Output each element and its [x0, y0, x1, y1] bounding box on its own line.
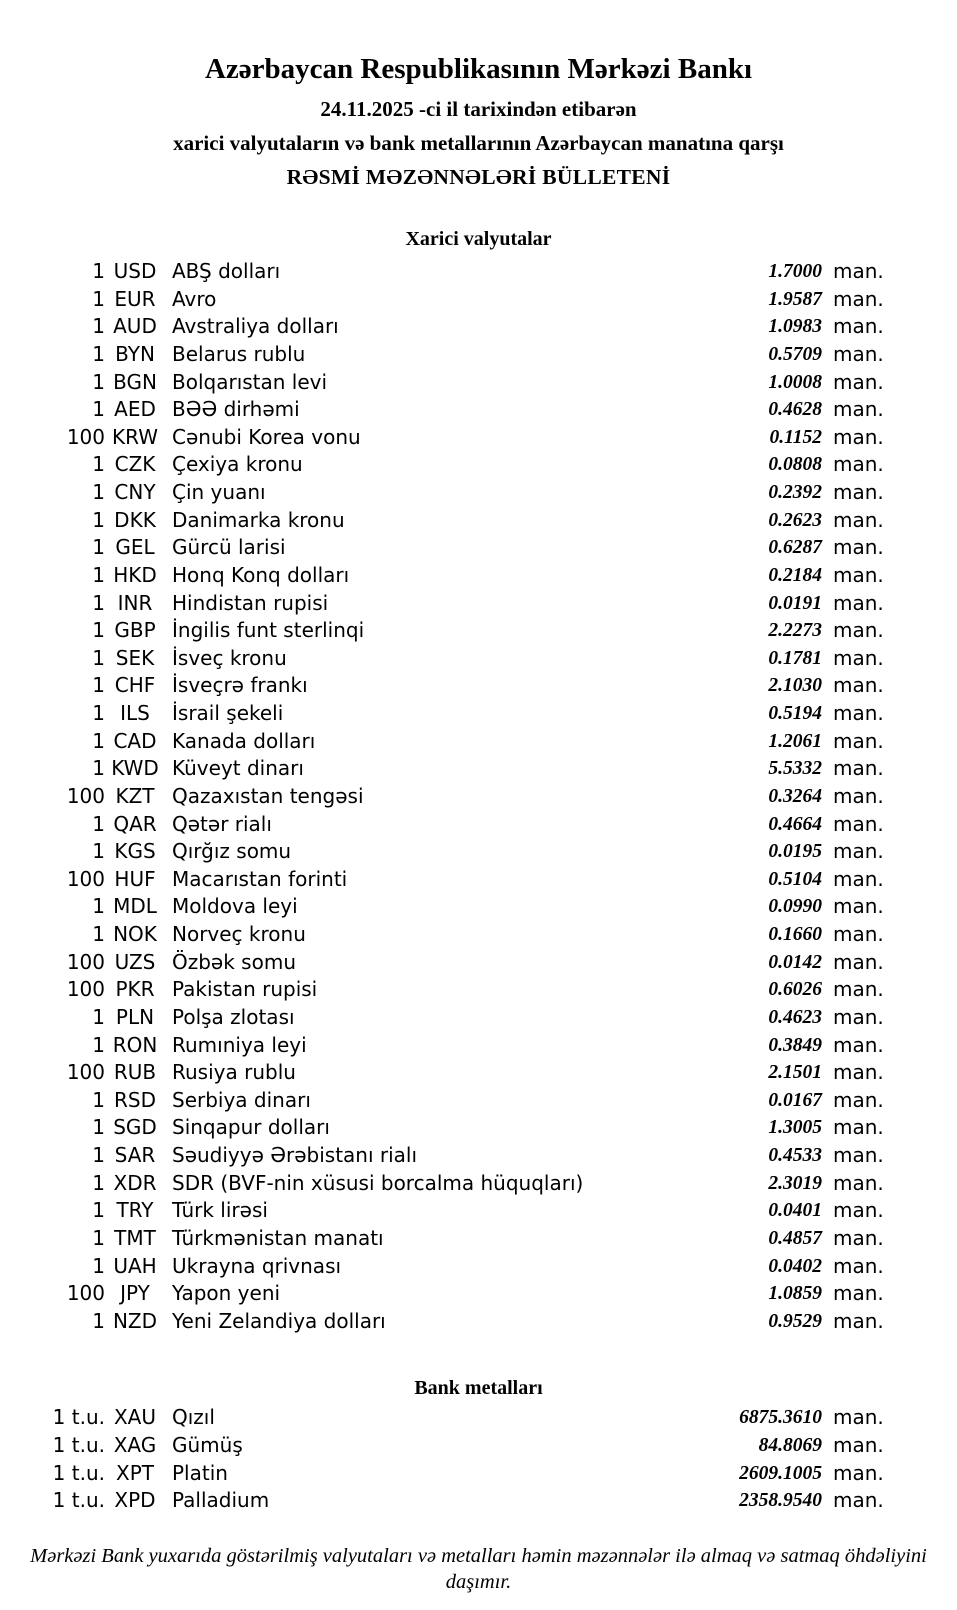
currency-rate: 0.5104: [768, 868, 822, 890]
currency-unit-label: man.: [833, 1032, 884, 1057]
currency-rate: 0.0195: [768, 841, 822, 863]
bulletin-title: RƏSMİ MƏZƏNNƏLƏRİ BÜLLETENİ: [286, 165, 671, 189]
currency-unit-label: man.: [833, 894, 884, 919]
currency-code: XDR: [113, 1170, 157, 1195]
currency-name: Gürcü larisi: [172, 535, 286, 560]
currency-name: Özbək somu: [172, 949, 296, 974]
currency-name: Cənubi Korea vonu: [172, 424, 361, 449]
metal-row: [40, 1460, 888, 1488]
currency-unit-label: man.: [833, 1253, 884, 1278]
currency-unit-label: man.: [833, 507, 884, 532]
currency-rate: 0.0142: [768, 951, 822, 973]
currencies-table: [40, 258, 888, 1335]
currency-row: [40, 534, 888, 562]
effective-date-line: 24.11.2025 -ci il tarixindən etibarən: [320, 97, 637, 121]
currency-unit-label: man.: [833, 341, 884, 366]
currency-row: [40, 341, 888, 369]
currency-row: [40, 1059, 888, 1087]
currency-code: EUR: [114, 286, 156, 311]
metal-row: [40, 1404, 888, 1432]
currency-name: İsrail şekeli: [172, 701, 284, 725]
currency-quantity: 100: [66, 424, 105, 449]
currency-name: Serbiya dinarı: [172, 1087, 311, 1112]
currency-name: Rumıniya leyi: [172, 1032, 307, 1057]
currency-code: BGN: [113, 369, 157, 394]
currency-unit-label: man.: [833, 590, 884, 615]
metal-name: Platin: [172, 1460, 228, 1485]
currency-quantity: 1: [92, 1115, 105, 1140]
currency-rate: 2.1501: [768, 1062, 822, 1084]
currency-row: [40, 396, 888, 424]
currency-row: [40, 672, 888, 700]
currency-unit-label: man.: [833, 259, 884, 283]
currency-name: Sinqapur dolları: [172, 1115, 330, 1140]
currency-name: Belarus rublu: [172, 341, 306, 366]
currency-code: HUF: [114, 866, 156, 891]
currency-quantity: 100: [66, 1281, 105, 1306]
currency-row: [40, 645, 888, 673]
currency-unit-label: man.: [833, 286, 884, 311]
currency-code: MDL: [113, 894, 157, 919]
currency-code: DKK: [114, 507, 156, 532]
currency-code: ILS: [120, 701, 150, 725]
currency-rate: 0.1152: [769, 426, 822, 448]
currency-name: Norveç kronu: [172, 922, 306, 946]
currency-rate: 0.2184: [768, 564, 822, 586]
currency-code: KGS: [114, 839, 156, 864]
currency-unit-label: man.: [833, 866, 884, 891]
currency-unit-label: man.: [833, 562, 884, 587]
currency-unit-label: man.: [833, 1198, 884, 1223]
currency-code: AED: [114, 397, 156, 422]
currency-quantity: 1: [92, 922, 105, 946]
currency-quantity: 100: [66, 977, 105, 1002]
currency-quantity: 1: [92, 1032, 105, 1057]
currency-unit-label: man.: [833, 1308, 884, 1333]
currency-row: [40, 700, 888, 728]
metal-rate: 84.8069: [758, 1435, 822, 1456]
obligation-note: Mərkəzi Bank yuxarıda göstərilmiş valyutaları və metalları həmin məzənnələr ilə almaq və satmaq öhdəliyini daşımır.: [30, 1544, 927, 1593]
currency-name: Səudiyyə Ərəbistanı rialı: [172, 1143, 418, 1167]
currency-rate: 1.0859: [768, 1283, 822, 1305]
currency-code: GEL: [115, 535, 155, 560]
currency-row: [40, 369, 888, 397]
currency-name: Türkmənistan manatı: [172, 1225, 384, 1250]
currency-quantity: 1: [92, 1170, 105, 1195]
currency-code: NZD: [112, 1308, 158, 1333]
currency-row: [40, 783, 888, 811]
currency-code: BYN: [115, 341, 155, 366]
currency-code: TMT: [114, 1225, 156, 1250]
currency-quantity: 100: [66, 866, 105, 891]
metal-code: XAG: [113, 1433, 157, 1457]
currency-rate: 0.0402: [768, 1255, 822, 1277]
currency-code: JPY: [120, 1281, 150, 1306]
currency-quantity: 1: [92, 452, 105, 477]
currency-row: [40, 1142, 888, 1170]
currency-code: UAH: [113, 1253, 157, 1278]
currency-name: Rusiya rublu: [172, 1060, 296, 1085]
currency-unit-label: man.: [833, 977, 884, 1002]
currency-quantity: 1: [92, 839, 105, 864]
currency-rate: 1.0983: [768, 316, 822, 338]
metal-code: XPT: [116, 1460, 154, 1485]
currency-name: Hindistan rupisi: [172, 590, 329, 615]
currency-rate: 0.4664: [768, 813, 822, 835]
currency-code: PLN: [115, 1004, 155, 1029]
currency-row: [40, 617, 888, 645]
currency-unit-label: man.: [833, 949, 884, 974]
currency-rate: 0.0191: [768, 592, 822, 614]
currency-unit-label: man.: [833, 922, 884, 946]
currency-row: [40, 1032, 888, 1060]
currency-row: [40, 1280, 888, 1308]
currency-name: Avstraliya dolları: [172, 314, 339, 339]
currency-name: Polşa zlotası: [172, 1004, 295, 1029]
currency-rate: 2.2273: [768, 620, 822, 642]
currency-unit-label: man.: [833, 397, 884, 422]
currency-rate: 1.7000: [768, 261, 822, 282]
currency-name: Kanada dolları: [172, 728, 316, 753]
currency-quantity: 1: [92, 286, 105, 311]
currency-quantity: 1: [92, 1225, 105, 1250]
currency-name: Çexiya kronu: [172, 452, 303, 477]
currency-rate: 0.4623: [768, 1006, 822, 1028]
currency-code: RON: [112, 1032, 158, 1057]
currency-row: [40, 893, 888, 921]
currency-row: [40, 811, 888, 839]
currency-quantity: 1: [92, 480, 105, 504]
currency-rate: 5.5332: [768, 758, 822, 780]
currency-code: GBP: [114, 618, 156, 643]
currency-name: İsveçrə frankı: [172, 673, 308, 698]
currency-quantity: 1: [92, 259, 105, 283]
metal-name: Gümüş: [172, 1433, 243, 1457]
currency-code: RUB: [113, 1060, 157, 1085]
currency-code: SEK: [115, 645, 155, 670]
currency-rate: 0.6026: [768, 979, 822, 1001]
currency-row: [40, 949, 888, 977]
currency-code: PKR: [115, 977, 155, 1002]
metal-unit-label: man.: [833, 1433, 884, 1457]
metal-quantity: 1 t.u.: [52, 1405, 105, 1430]
currency-row: [40, 1225, 888, 1253]
currency-unit-label: man.: [833, 1170, 884, 1195]
metal-code: XAU: [113, 1405, 157, 1430]
currency-unit-label: man.: [833, 728, 884, 753]
currency-row: [40, 507, 888, 535]
currency-quantity: 100: [66, 1060, 105, 1085]
currency-quantity: 1: [92, 701, 105, 725]
currency-name: Moldova leyi: [172, 894, 298, 919]
currency-unit-label: man.: [833, 645, 884, 670]
currency-row: [40, 728, 888, 756]
currency-unit-label: man.: [833, 1087, 884, 1112]
currency-unit-label: man.: [833, 811, 884, 836]
currency-unit-label: man.: [833, 701, 884, 725]
currency-row: [40, 451, 888, 479]
bulletin-header: [0, 52, 957, 190]
currency-name: Honq Konq dolları: [172, 562, 350, 587]
metals-table: [40, 1404, 888, 1515]
currency-quantity: 1: [92, 341, 105, 366]
currency-row: [40, 1197, 888, 1225]
currency-unit-label: man.: [833, 756, 884, 781]
currency-rate: 0.0401: [768, 1200, 822, 1222]
currency-row: [40, 1308, 888, 1336]
currency-name: Küveyt dinarı: [172, 756, 304, 781]
currency-name: İngilis funt sterlinqi: [172, 618, 365, 643]
currency-name: Danimarka kronu: [172, 507, 345, 532]
metal-row: [40, 1432, 888, 1460]
currency-rate: 0.0808: [768, 454, 822, 476]
currency-code: HKD: [113, 562, 157, 587]
currency-row: [40, 424, 888, 452]
currency-quantity: 1: [92, 1308, 105, 1333]
currency-code: CHF: [114, 673, 156, 698]
currency-name: Qazaxıstan tengəsi: [172, 783, 364, 808]
currency-unit-label: man.: [833, 1143, 884, 1167]
currency-row: [40, 1004, 888, 1032]
currency-quantity: 1: [92, 1087, 105, 1112]
currency-unit-label: man.: [833, 314, 884, 339]
currency-name: İsveç kronu: [172, 645, 287, 670]
currency-rate: 0.3264: [768, 785, 822, 807]
currency-code: SAR: [114, 1143, 156, 1167]
currency-name: ABŞ dolları: [172, 259, 281, 283]
metal-name: Qızıl: [172, 1405, 215, 1430]
metal-quantity: 1 t.u.: [52, 1433, 105, 1457]
currency-code: NOK: [113, 922, 157, 946]
currency-rate: 0.0167: [768, 1089, 822, 1111]
currency-quantity: 1: [92, 1198, 105, 1223]
currency-code: RSD: [114, 1087, 156, 1112]
currency-quantity: 1: [92, 894, 105, 919]
currency-quantity: 100: [66, 783, 105, 808]
currency-rate: 2.3019: [768, 1172, 822, 1194]
metal-code: XPD: [114, 1488, 156, 1513]
currency-rate: 0.6287: [768, 537, 822, 559]
currency-unit-label: man.: [833, 1004, 884, 1029]
currency-code: KRW: [112, 424, 158, 449]
metal-unit-label: man.: [833, 1488, 884, 1513]
currency-name: Çin yuanı: [172, 480, 266, 504]
currency-quantity: 1: [92, 314, 105, 339]
currency-row: [40, 838, 888, 866]
currency-row: [40, 1114, 888, 1142]
foreign-currencies-section: [0, 226, 957, 1335]
currency-name: SDR (BVF-nin xüsusi borcalma hüquqları): [172, 1170, 584, 1195]
currency-quantity: 1: [92, 397, 105, 422]
currency-unit-label: man.: [833, 424, 884, 449]
currency-name: Macarıstan forinti: [172, 866, 348, 891]
currency-quantity: 1: [92, 535, 105, 560]
currency-quantity: 1: [92, 369, 105, 394]
metal-rate: 6875.3610: [739, 1407, 822, 1429]
currency-row: [40, 755, 888, 783]
currency-name: Yapon yeni: [172, 1281, 281, 1306]
currency-code: AUD: [113, 314, 157, 339]
metal-unit-label: man.: [833, 1405, 884, 1430]
currency-code: SGD: [113, 1115, 157, 1140]
currency-unit-label: man.: [833, 618, 884, 643]
currency-unit-label: man.: [833, 1060, 884, 1085]
currency-unit-label: man.: [833, 1115, 884, 1140]
currency-rate: 0.5194: [768, 703, 822, 724]
currency-name: Pakistan rupisi: [172, 977, 318, 1002]
currency-rate: 0.4533: [768, 1145, 822, 1166]
currency-name: Avro: [172, 286, 217, 311]
currency-rate: 0.0990: [768, 896, 822, 918]
metals-heading: Bank metalları: [414, 1377, 543, 1400]
scope-line: xarici valyutaların və bank metallarının Azərbaycan manatına qarşı: [173, 131, 784, 155]
currency-name: Yeni Zelandiya dolları: [172, 1308, 386, 1333]
currency-name: BƏƏ dirhəmi: [172, 397, 300, 422]
currency-quantity: 1: [92, 756, 105, 781]
currency-row: [40, 258, 888, 286]
metal-quantity: 1 t.u.: [52, 1460, 105, 1485]
currency-code: KZT: [115, 783, 155, 808]
metal-rate: 2358.9540: [739, 1490, 822, 1512]
currency-code: CAD: [113, 728, 157, 753]
currency-code: CZK: [114, 452, 156, 477]
currency-row: [40, 1170, 888, 1198]
currency-row: [40, 286, 888, 314]
metal-quantity: 1 t.u.: [52, 1488, 105, 1513]
currency-code: INR: [117, 590, 153, 615]
currency-rate: 0.1660: [768, 924, 822, 945]
currency-unit-label: man.: [833, 452, 884, 477]
currency-rate: 2.1030: [768, 675, 822, 697]
currency-row: [40, 976, 888, 1004]
currency-quantity: 1: [92, 811, 105, 836]
currency-row: [40, 562, 888, 590]
currency-code: CNY: [114, 480, 156, 504]
currency-quantity: 100: [66, 949, 105, 974]
metal-name: Palladium: [172, 1488, 270, 1513]
currency-code: QAR: [113, 811, 157, 836]
metal-unit-label: man.: [833, 1460, 884, 1485]
currency-quantity: 1: [92, 673, 105, 698]
currency-name: Qətər rialı: [172, 811, 272, 836]
currency-unit-label: man.: [833, 1281, 884, 1306]
currency-unit-label: man.: [833, 535, 884, 560]
currency-quantity: 1: [92, 1253, 105, 1278]
currency-code: TRY: [116, 1198, 154, 1223]
currency-unit-label: man.: [833, 839, 884, 864]
currency-code: KWD: [111, 756, 159, 781]
currency-code: UZS: [114, 949, 156, 974]
currency-name: Ukrayna qrivnası: [172, 1253, 342, 1278]
currency-unit-label: man.: [833, 480, 884, 504]
bank-metals-section: [0, 1375, 957, 1515]
currency-row: [40, 313, 888, 341]
currency-rate: 1.3005: [768, 1117, 822, 1139]
currency-quantity: 1: [92, 562, 105, 587]
currency-quantity: 1: [92, 507, 105, 532]
currency-row: [40, 921, 888, 949]
currency-row: [40, 479, 888, 507]
currency-unit-label: man.: [833, 1225, 884, 1250]
currency-rate: 0.1781: [768, 647, 822, 669]
currency-code: USD: [113, 259, 157, 283]
currency-quantity: 1: [92, 1143, 105, 1167]
currency-rate: 1.0008: [768, 371, 822, 393]
bulletin-footer: [0, 1543, 957, 1595]
currency-row: [40, 1253, 888, 1281]
currency-rate: 0.9529: [768, 1310, 822, 1332]
currency-name: Bolqarıstan levi: [172, 369, 328, 394]
currency-quantity: 1: [92, 590, 105, 615]
currency-quantity: 1: [92, 1004, 105, 1029]
currency-quantity: 1: [92, 618, 105, 643]
currencies-heading: Xarici valyutalar: [405, 228, 552, 250]
currency-quantity: 1: [92, 645, 105, 670]
currency-rate: 1.2061: [768, 730, 822, 752]
currency-quantity: 1: [92, 728, 105, 753]
currency-rate: 0.3849: [768, 1034, 822, 1056]
metal-row: [40, 1487, 888, 1515]
currency-row: [40, 590, 888, 618]
currency-rate: 1.9587: [768, 288, 822, 310]
currency-name: Qırğız somu: [172, 839, 292, 864]
currency-unit-label: man.: [833, 673, 884, 698]
currency-rate: 0.5709: [768, 343, 822, 365]
currency-rate: 0.4628: [768, 399, 822, 421]
currency-name: Türk lirəsi: [172, 1198, 268, 1223]
metal-rate: 2609.1005: [739, 1462, 822, 1484]
currency-unit-label: man.: [833, 369, 884, 394]
bank-title: Azərbaycan Respublikasının Mərkəzi Bankı: [204, 53, 753, 85]
currency-rate: 0.2623: [768, 509, 822, 531]
currency-unit-label: man.: [833, 783, 884, 808]
currency-row: [40, 866, 888, 894]
currency-rate: 0.4857: [768, 1227, 822, 1249]
currency-row: [40, 1087, 888, 1115]
currency-rate: 0.2392: [768, 482, 822, 503]
